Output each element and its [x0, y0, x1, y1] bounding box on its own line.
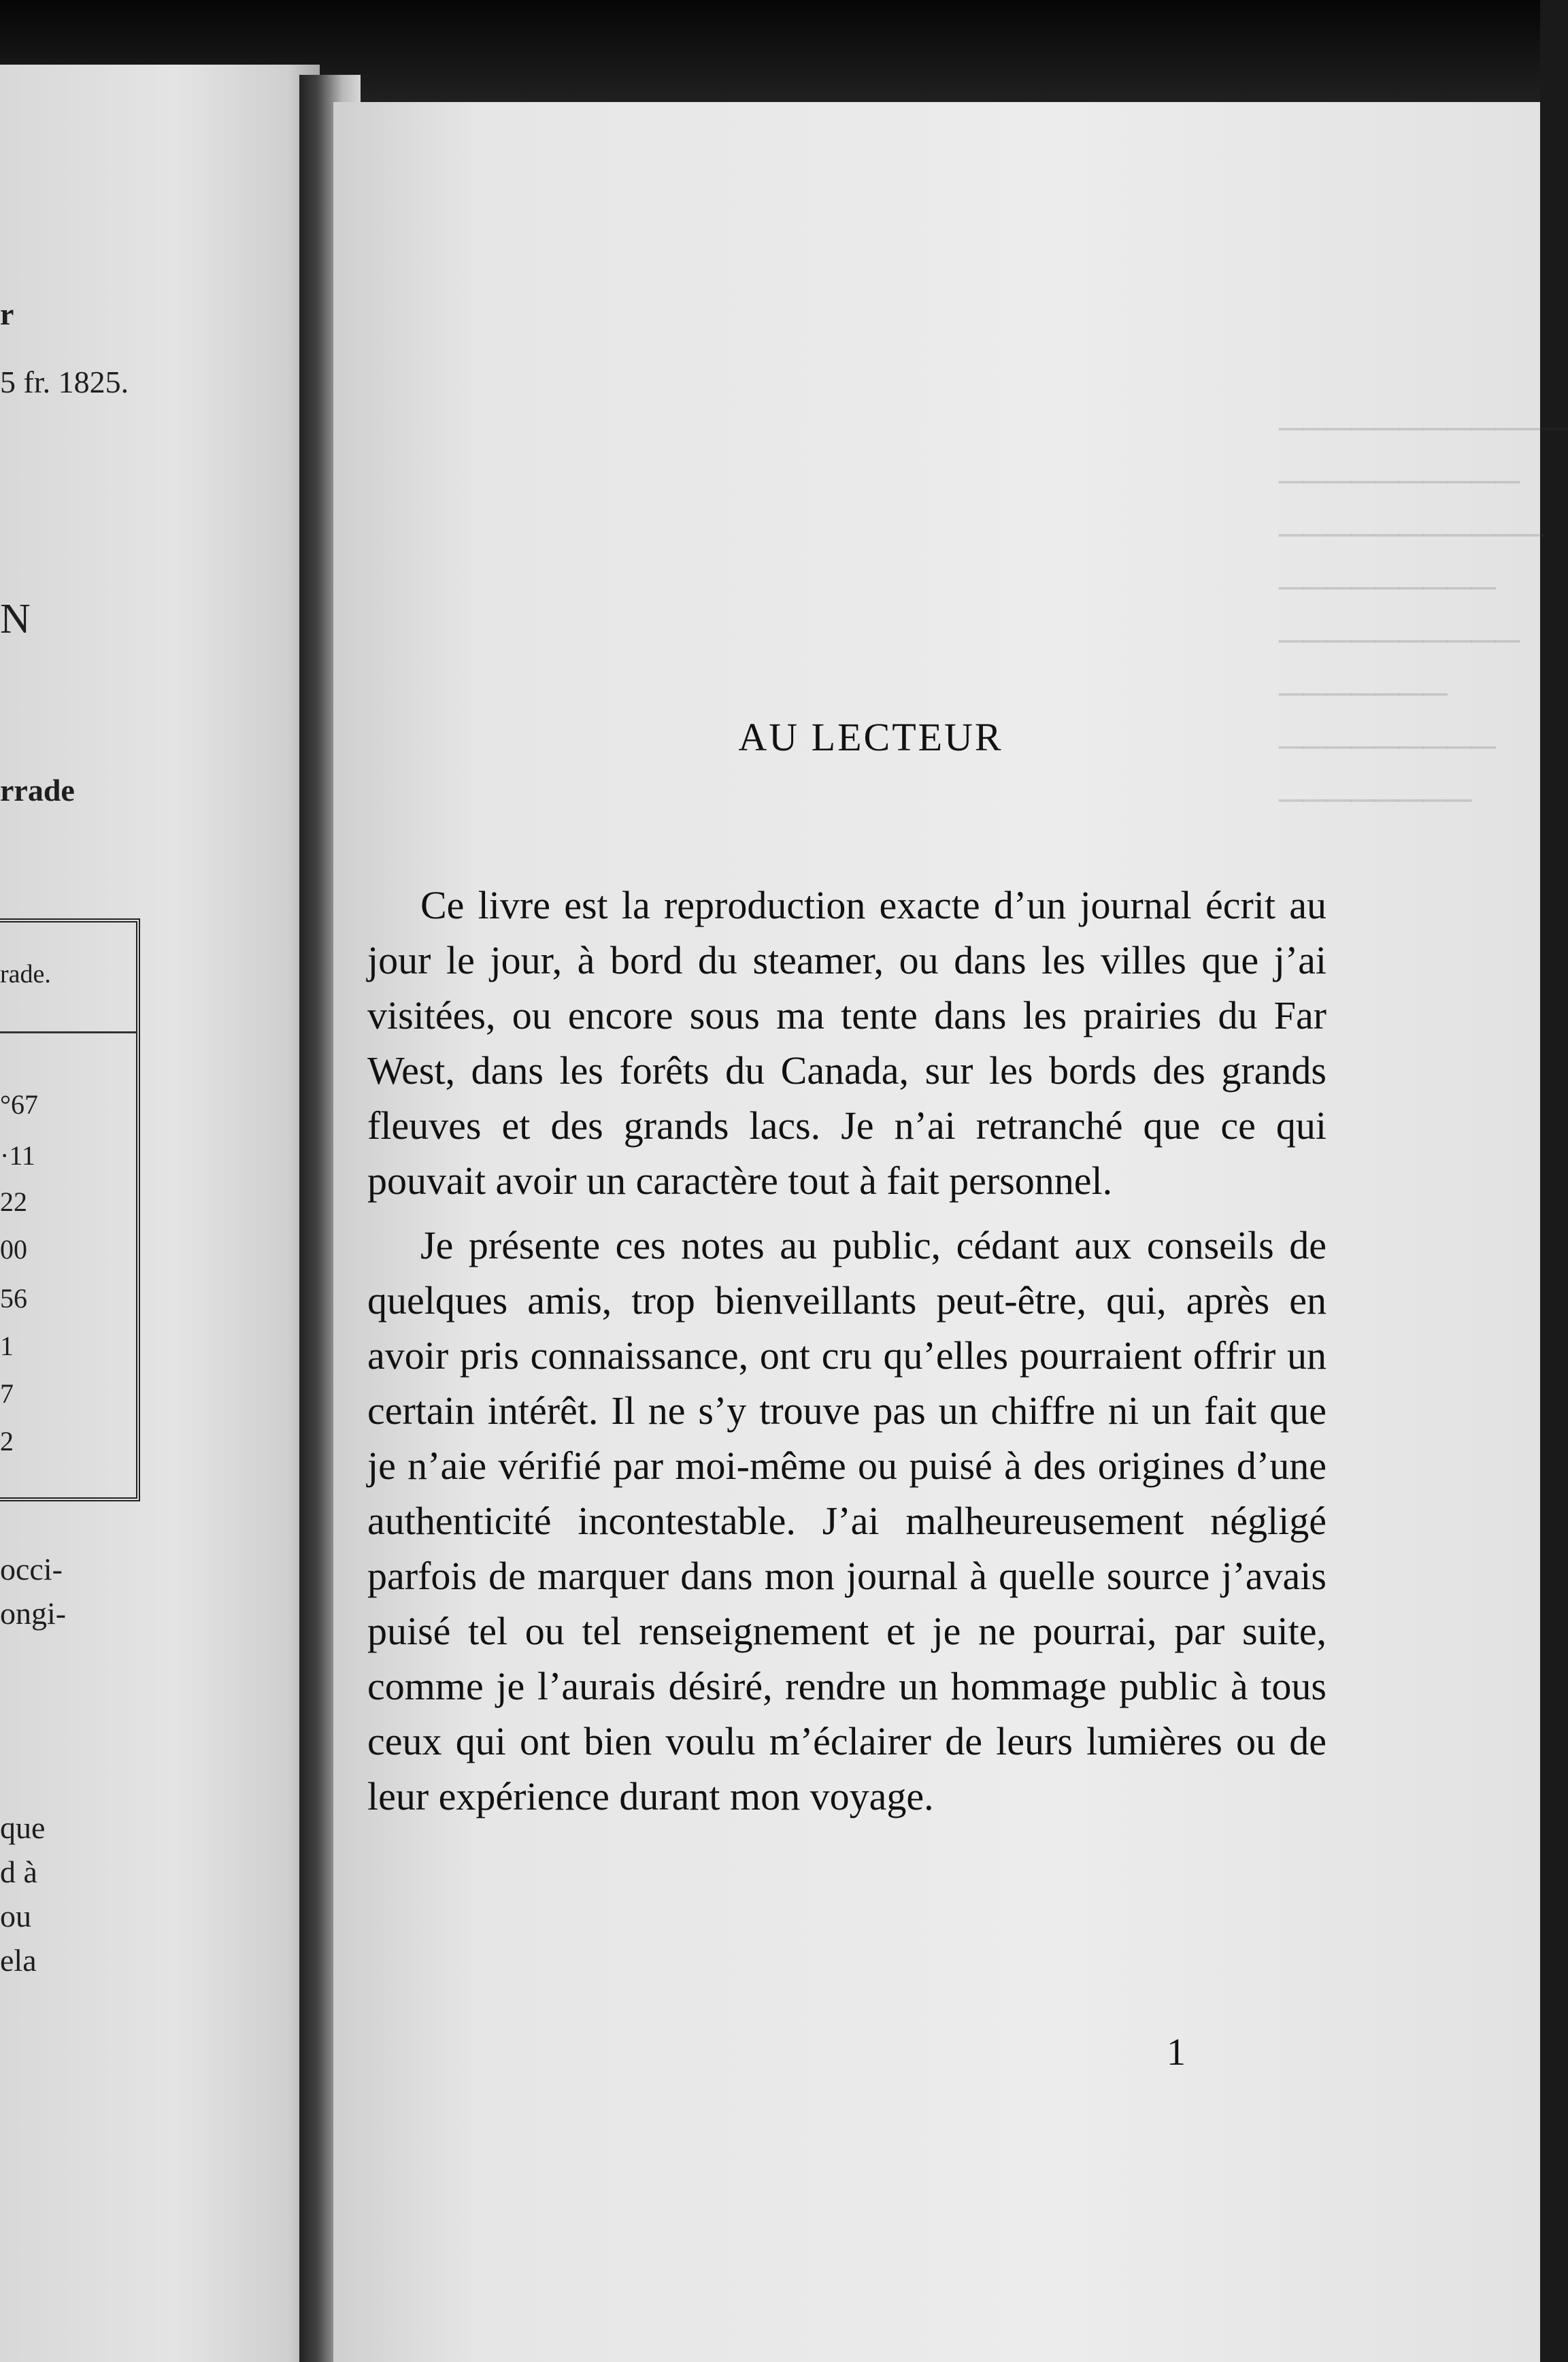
- left-fragment: occi-: [0, 1552, 63, 1586]
- left-fragment: que: [0, 1810, 46, 1845]
- left-fragment: 22: [0, 1186, 27, 1217]
- left-fragment: 7: [0, 1378, 14, 1409]
- left-fragment: ongi-: [0, 1596, 67, 1631]
- left-fragment: °67: [0, 1089, 38, 1120]
- paragraph: Ce livre est la reproduction exacte d’un journal écrit au jour le jour, à bord du steamer, ou dans les villes que j’ai visitées, ou encore sous ma tente dans les prairies du Far West, dans les forêts du Canada, sur les bords des grands fleuves et des grands lacs. Je n’ai retranché que ce qui pouvait avoir un caractère tout à fait personnel.: [367, 883, 1327, 1203]
- table-rule: [0, 1031, 136, 1033]
- body-text: [367, 878, 1327, 1833]
- bleed-through-texture: ──────────── ────────── ─────────── ───────── ────────── ─────── ───────── ────────: [1279, 409, 1568, 818]
- page-number: 1: [1167, 2031, 1186, 2074]
- left-fragment: d à: [0, 1854, 37, 1889]
- left-fragment: ou: [0, 1899, 31, 1933]
- left-fragment: rade.: [0, 960, 51, 988]
- left-fragment: ela: [0, 1943, 37, 1978]
- page-title: AU LECTEUR: [738, 715, 1003, 759]
- left-fragment: 00: [0, 1234, 27, 1265]
- left-fragment: ·11: [0, 1140, 35, 1171]
- left-fragment: 5 fr. 1825.: [0, 365, 129, 399]
- paragraph: Je présente ces notes au public, cédant aux conseils de quelques amis, trop bienveillants peut-être, qui, après en avoir pris connaissance, ont cru qu’elles pourraient offrir un certain intérêt. Il ne s’y trouve pas un chiffre ni un fait que je n’aie vérifié par moi-même ou puisé à des origines d’une authenticité incontestable. J’ai malheureusement négligé parfois de marquer dans mon journal à quelle source j’avais puisé tel ou tel renseignement et je ne pourrai, par suite, comme je l’aurais désiré, rendre un hommage public à tous ceux qui ont bien voulu m’éclairer de leurs lumières ou de leur expérience durant mon voyage.: [367, 1223, 1327, 1818]
- left-fragment: r: [0, 297, 14, 331]
- left-fragment: 2: [0, 1426, 14, 1457]
- left-page-fragment: [0, 65, 320, 2362]
- left-fragment: 1: [0, 1331, 14, 1361]
- left-fragment: rrade: [0, 773, 75, 808]
- left-fragment: 56: [0, 1283, 27, 1314]
- left-fragment: N: [0, 596, 31, 642]
